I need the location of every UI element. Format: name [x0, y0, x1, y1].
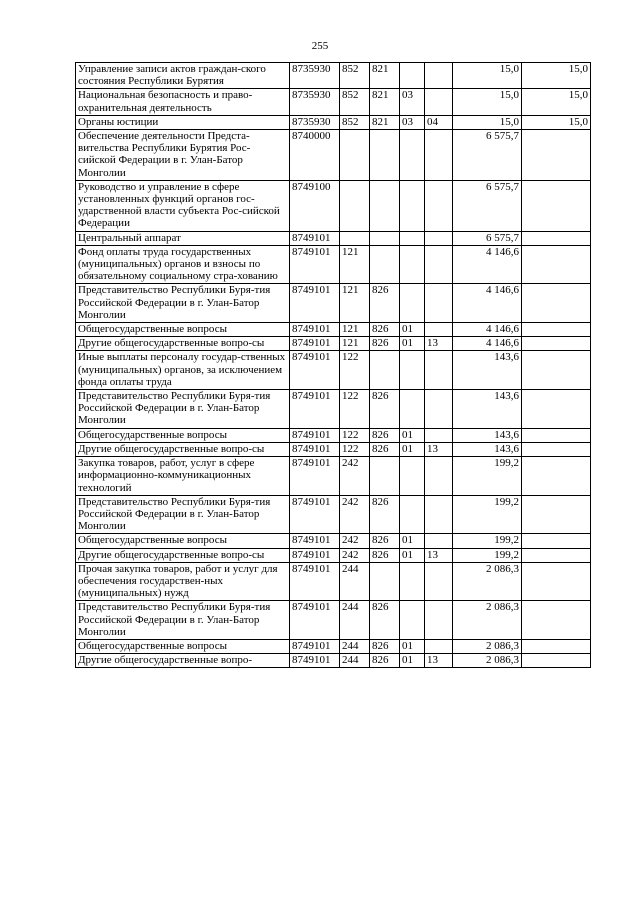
- table-row: [76, 562, 591, 601]
- administrator-code-cell: [370, 180, 400, 231]
- table-row: [76, 495, 591, 534]
- subsection-cell: [425, 639, 453, 653]
- section-cell: 01: [400, 639, 425, 653]
- amount-cell: 2 086,3: [453, 601, 522, 640]
- target-article-cell: 8749101: [290, 428, 340, 442]
- administrator-code-cell: 826: [370, 639, 400, 653]
- administrator-code-cell: 826: [370, 495, 400, 534]
- amount-second-cell: [522, 390, 591, 429]
- target-article-cell: 8749101: [290, 390, 340, 429]
- row-name-cell: Центральный аппарат: [76, 231, 290, 245]
- target-article-cell: 8749101: [290, 548, 340, 562]
- amount-cell: 15,0: [453, 63, 522, 89]
- target-article-cell: 8749101: [290, 231, 340, 245]
- amount-cell: 143,6: [453, 442, 522, 456]
- amount-second-cell: [522, 457, 591, 496]
- table-row: [76, 548, 591, 562]
- row-name-cell: Другие общегосударственные вопро-сы: [76, 442, 290, 456]
- row-name-cell: Обеспечение деятельности Предста-вительства Республики Бурятия Рос-сийской Федерации в г. Улан-Батор Монголии: [76, 130, 290, 181]
- amount-cell: 4 146,6: [453, 323, 522, 337]
- target-article-cell: 8749101: [290, 351, 340, 390]
- row-name-cell: Другие общегосударственные вопро-: [76, 654, 290, 668]
- expense-type-cell: 244: [340, 639, 370, 653]
- target-article-cell: 8749101: [290, 562, 340, 601]
- table-row: [76, 337, 591, 351]
- section-cell: 01: [400, 654, 425, 668]
- table-row: [76, 130, 591, 181]
- target-article-cell: 8749101: [290, 495, 340, 534]
- target-article-cell: 8749101: [290, 284, 340, 323]
- amount-second-cell: [522, 284, 591, 323]
- table-row: [76, 351, 591, 390]
- expense-type-cell: 852: [340, 115, 370, 129]
- administrator-code-cell: [370, 351, 400, 390]
- amount-cell: 143,6: [453, 390, 522, 429]
- section-cell: [400, 601, 425, 640]
- amount-second-cell: [522, 495, 591, 534]
- amount-cell: 6 575,7: [453, 180, 522, 231]
- expense-type-cell: 122: [340, 442, 370, 456]
- table-row: [76, 442, 591, 456]
- amount-second-cell: [522, 442, 591, 456]
- section-cell: [400, 180, 425, 231]
- subsection-cell: [425, 534, 453, 548]
- amount-second-cell: [522, 231, 591, 245]
- subsection-cell: [425, 245, 453, 284]
- row-name-cell: Прочая закупка товаров, работ и услуг для обеспечения государствен-ных (муниципальных) нужд: [76, 562, 290, 601]
- section-cell: [400, 562, 425, 601]
- target-article-cell: 8749100: [290, 180, 340, 231]
- table-row: [76, 323, 591, 337]
- target-article-cell: 8749101: [290, 457, 340, 496]
- expense-type-cell: 242: [340, 457, 370, 496]
- row-name-cell: Руководство и управление в сфере установленных функций органов гос-ударственной власти субъекта Рос-сийской Федерации: [76, 180, 290, 231]
- section-cell: 01: [400, 337, 425, 351]
- administrator-code-cell: 826: [370, 534, 400, 548]
- row-name-cell: Общегосударственные вопросы: [76, 534, 290, 548]
- amount-cell: 2 086,3: [453, 639, 522, 653]
- table-row: [76, 534, 591, 548]
- row-name-cell: Представительство Республики Буря-тия Российской Федерации в г. Улан-Батор Монголии: [76, 601, 290, 640]
- row-name-cell: Общегосударственные вопросы: [76, 639, 290, 653]
- table-row: [76, 115, 591, 129]
- amount-second-cell: [522, 180, 591, 231]
- amount-second-cell: [522, 534, 591, 548]
- section-cell: 01: [400, 534, 425, 548]
- section-cell: [400, 351, 425, 390]
- section-cell: 01: [400, 323, 425, 337]
- target-article-cell: 8749101: [290, 601, 340, 640]
- administrator-code-cell: 821: [370, 63, 400, 89]
- target-article-cell: 8749101: [290, 323, 340, 337]
- amount-cell: 15,0: [453, 89, 522, 115]
- target-article-cell: 8749101: [290, 442, 340, 456]
- administrator-code-cell: 821: [370, 115, 400, 129]
- row-name-cell: Другие общегосударственные вопро-сы: [76, 548, 290, 562]
- row-name-cell: Управление записи актов граждан-ского состояния Республики Бурятия: [76, 63, 290, 89]
- section-cell: [400, 495, 425, 534]
- row-name-cell: Представительство Республики Буря-тия Российской Федерации в г. Улан-Батор Монголии: [76, 390, 290, 429]
- section-cell: [400, 457, 425, 496]
- amount-second-cell: [522, 351, 591, 390]
- administrator-code-cell: 826: [370, 654, 400, 668]
- target-article-cell: 8735930: [290, 63, 340, 89]
- expense-type-cell: 852: [340, 89, 370, 115]
- administrator-code-cell: 826: [370, 284, 400, 323]
- row-name-cell: Общегосударственные вопросы: [76, 428, 290, 442]
- section-cell: 01: [400, 548, 425, 562]
- row-name-cell: Закупка товаров, работ, услуг в сфере информационно-коммуникационных технологий: [76, 457, 290, 496]
- expense-type-cell: 242: [340, 495, 370, 534]
- administrator-code-cell: [370, 457, 400, 496]
- amount-cell: 6 575,7: [453, 231, 522, 245]
- subsection-cell: 13: [425, 337, 453, 351]
- table-row: [76, 639, 591, 653]
- expense-type-cell: 122: [340, 428, 370, 442]
- table-row: [76, 601, 591, 640]
- section-cell: [400, 231, 425, 245]
- subsection-cell: 13: [425, 442, 453, 456]
- table-body: [76, 63, 591, 668]
- subsection-cell: [425, 323, 453, 337]
- row-name-cell: Фонд оплаты труда государственных (муниципальных) органов и взносы по обязательному социальному стра-хованию: [76, 245, 290, 284]
- section-cell: 03: [400, 89, 425, 115]
- amount-cell: 6 575,7: [453, 130, 522, 181]
- expense-type-cell: [340, 180, 370, 231]
- expense-type-cell: [340, 130, 370, 181]
- amount-second-cell: [522, 654, 591, 668]
- expense-type-cell: 244: [340, 654, 370, 668]
- amount-second-cell: 15,0: [522, 89, 591, 115]
- target-article-cell: 8749101: [290, 654, 340, 668]
- amount-second-cell: [522, 428, 591, 442]
- administrator-code-cell: 821: [370, 89, 400, 115]
- subsection-cell: 04: [425, 115, 453, 129]
- amount-second-cell: [522, 245, 591, 284]
- administrator-code-cell: [370, 231, 400, 245]
- amount-cell: 199,2: [453, 548, 522, 562]
- expense-type-cell: 121: [340, 245, 370, 284]
- row-name-cell: Органы юстиции: [76, 115, 290, 129]
- subsection-cell: [425, 63, 453, 89]
- row-name-cell: Общегосударственные вопросы: [76, 323, 290, 337]
- amount-cell: 2 086,3: [453, 562, 522, 601]
- row-name-cell: Представительство Республики Буря-тия Российской Федерации в г. Улан-Батор Монголии: [76, 495, 290, 534]
- row-name-cell: Иные выплаты персоналу государ-ственных (муниципальных) органов, за исключением фонда оплаты труда: [76, 351, 290, 390]
- row-name-cell: Представительство Республики Буря-тия Российской Федерации в г. Улан-Батор Монголии: [76, 284, 290, 323]
- table-row: [76, 457, 591, 496]
- amount-second-cell: [522, 562, 591, 601]
- subsection-cell: [425, 495, 453, 534]
- section-cell: [400, 245, 425, 284]
- amount-second-cell: [522, 323, 591, 337]
- expense-type-cell: 122: [340, 390, 370, 429]
- administrator-code-cell: [370, 562, 400, 601]
- section-cell: [400, 130, 425, 181]
- subsection-cell: [425, 601, 453, 640]
- expense-type-cell: 242: [340, 534, 370, 548]
- amount-cell: 4 146,6: [453, 284, 522, 323]
- expense-type-cell: 852: [340, 63, 370, 89]
- amount-cell: 4 146,6: [453, 337, 522, 351]
- target-article-cell: 8749101: [290, 534, 340, 548]
- target-article-cell: 8749101: [290, 245, 340, 284]
- table-row: [76, 390, 591, 429]
- administrator-code-cell: 826: [370, 601, 400, 640]
- section-cell: 03: [400, 115, 425, 129]
- expense-type-cell: 244: [340, 562, 370, 601]
- page-number: 255: [311, 40, 329, 52]
- target-article-cell: 8749101: [290, 639, 340, 653]
- budget-table: [75, 62, 591, 668]
- administrator-code-cell: [370, 130, 400, 181]
- amount-cell: 4 146,6: [453, 245, 522, 284]
- row-name-cell: Национальная безопасность и право-охранительная деятельность: [76, 89, 290, 115]
- administrator-code-cell: [370, 245, 400, 284]
- expense-type-cell: 122: [340, 351, 370, 390]
- section-cell: 01: [400, 442, 425, 456]
- subsection-cell: 13: [425, 654, 453, 668]
- expense-type-cell: 121: [340, 284, 370, 323]
- row-name-cell: Другие общегосударственные вопро-сы: [76, 337, 290, 351]
- amount-second-cell: [522, 548, 591, 562]
- subsection-cell: [425, 89, 453, 115]
- table-row: [76, 231, 591, 245]
- amount-second-cell: [522, 601, 591, 640]
- subsection-cell: [425, 390, 453, 429]
- table-row: [76, 245, 591, 284]
- target-article-cell: 8735930: [290, 115, 340, 129]
- expense-type-cell: 121: [340, 337, 370, 351]
- table-row: [76, 89, 591, 115]
- amount-second-cell: 15,0: [522, 63, 591, 89]
- target-article-cell: 8749101: [290, 337, 340, 351]
- subsection-cell: [425, 428, 453, 442]
- section-cell: [400, 63, 425, 89]
- subsection-cell: [425, 562, 453, 601]
- amount-cell: 2 086,3: [453, 654, 522, 668]
- subsection-cell: 13: [425, 548, 453, 562]
- subsection-cell: [425, 231, 453, 245]
- amount-second-cell: [522, 639, 591, 653]
- target-article-cell: 8735930: [290, 89, 340, 115]
- table-row: [76, 654, 591, 668]
- subsection-cell: [425, 180, 453, 231]
- table-row: [76, 63, 591, 89]
- expense-type-cell: 244: [340, 601, 370, 640]
- section-cell: [400, 284, 425, 323]
- amount-cell: 199,2: [453, 457, 522, 496]
- subsection-cell: [425, 284, 453, 323]
- amount-second-cell: [522, 130, 591, 181]
- section-cell: 01: [400, 428, 425, 442]
- amount-cell: 143,6: [453, 351, 522, 390]
- subsection-cell: [425, 457, 453, 496]
- subsection-cell: [425, 351, 453, 390]
- table-row: [76, 428, 591, 442]
- amount-second-cell: [522, 337, 591, 351]
- amount-second-cell: 15,0: [522, 115, 591, 129]
- amount-cell: 199,2: [453, 534, 522, 548]
- subsection-cell: [425, 130, 453, 181]
- administrator-code-cell: 826: [370, 442, 400, 456]
- administrator-code-cell: 826: [370, 390, 400, 429]
- table-row: [76, 284, 591, 323]
- administrator-code-cell: 826: [370, 337, 400, 351]
- expense-type-cell: [340, 231, 370, 245]
- target-article-cell: 8740000: [290, 130, 340, 181]
- administrator-code-cell: 826: [370, 548, 400, 562]
- expense-type-cell: 121: [340, 323, 370, 337]
- table-row: [76, 180, 591, 231]
- amount-cell: 15,0: [453, 115, 522, 129]
- administrator-code-cell: 826: [370, 323, 400, 337]
- administrator-code-cell: 826: [370, 428, 400, 442]
- expense-type-cell: 242: [340, 548, 370, 562]
- amount-cell: 143,6: [453, 428, 522, 442]
- section-cell: [400, 390, 425, 429]
- amount-cell: 199,2: [453, 495, 522, 534]
